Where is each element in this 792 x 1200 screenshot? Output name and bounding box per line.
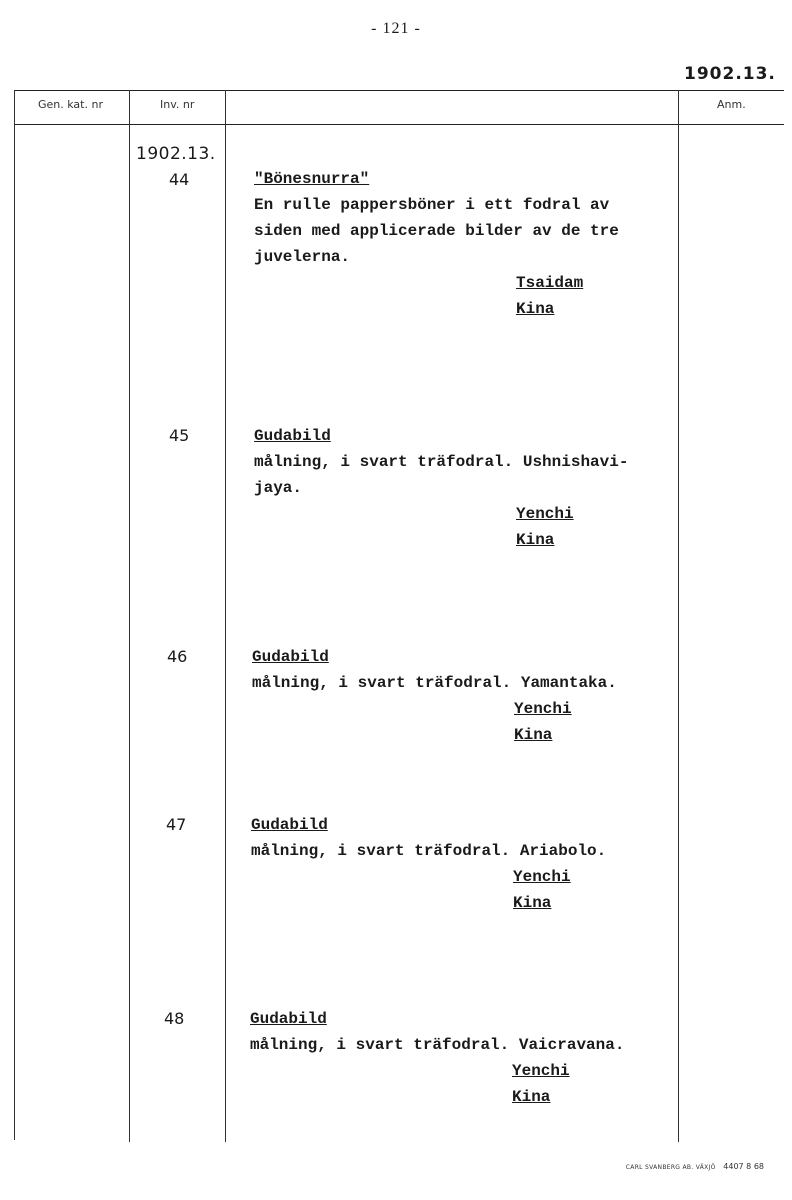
entry-country: Kina (512, 1088, 551, 1106)
entry-title: "Bönesnurra" (254, 170, 370, 188)
inv-number: 48 (164, 1009, 185, 1028)
catalog-entry (254, 423, 684, 553)
printer-name: CARL SVANBERG AB. VÄXJÖ (625, 1164, 716, 1171)
left-border (14, 90, 15, 1140)
inv-number: 44 (169, 170, 190, 189)
entry-title: Gudabild (250, 1010, 327, 1028)
entry-country: Kina (514, 726, 553, 744)
column-divider-inv-text (225, 90, 226, 1142)
entry-description-line: siden med applicerade bilder av de tre (254, 222, 619, 240)
entry-description-line: målning, i svart träfodral. Yamantaka. (252, 674, 617, 692)
entry-description-line: målning, i svart träfodral. Ushnishavi- (254, 453, 629, 471)
entry-title: Gudabild (254, 427, 331, 445)
page-number: - 121 - (371, 20, 421, 37)
entry-country: Kina (516, 531, 555, 549)
catalog-id-header: 1902.13. (684, 64, 776, 84)
column-divider-gen-inv (129, 90, 130, 1142)
column-header-gen-kat-nr: Gen. kat. nr (38, 98, 103, 111)
catalog-entry (251, 812, 681, 916)
entry-place: Yenchi (516, 505, 574, 523)
entry-catalog-id: 1902.13. (136, 144, 216, 164)
inv-number: 47 (166, 815, 187, 834)
entry-title: Gudabild (252, 648, 329, 666)
inv-number: 45 (169, 426, 190, 445)
entry-country: Kina (513, 894, 552, 912)
entry-description-line: målning, i svart träfodral. Vaicravana. (250, 1036, 625, 1054)
entry-description-line: jaya. (254, 479, 303, 497)
form-code: 4407 8 68 (723, 1162, 764, 1171)
column-header-inv-nr: Inv. nr (160, 98, 195, 111)
entry-place: Yenchi (514, 700, 572, 718)
entry-country: Kina (516, 300, 555, 318)
entry-place: Yenchi (513, 868, 571, 886)
entry-description-line: juvelerna. (254, 248, 351, 266)
entry-place: Tsaidam (516, 274, 584, 292)
catalog-entry (254, 166, 684, 322)
column-header-anm: Anm. (717, 98, 746, 111)
inv-number: 46 (167, 647, 188, 666)
printer-imprint (626, 1162, 764, 1171)
catalog-entry (250, 1006, 680, 1110)
entry-place: Yenchi (512, 1062, 570, 1080)
entry-description-line: målning, i svart träfodral. Ariabolo. (251, 842, 607, 860)
catalog-entry (252, 644, 682, 748)
entry-title: Gudabild (251, 816, 328, 834)
entry-description-line: En rulle pappersböner i ett fodral av (254, 196, 610, 214)
